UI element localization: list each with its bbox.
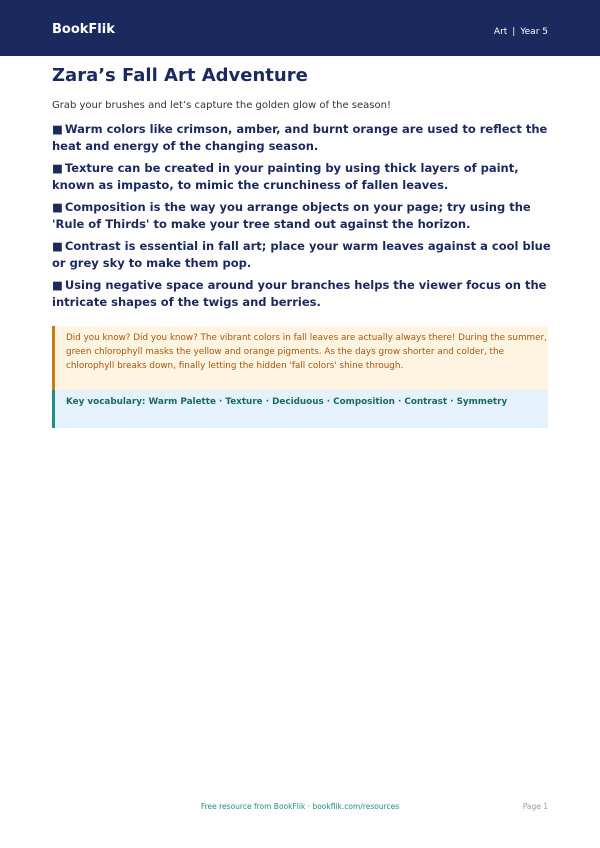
- did-you-know-callout: [52, 326, 548, 390]
- list-item-text: Texture can be created in your painting by using thick layers of paint, known as impasto, to mimic the crunchiness of fallen leaves.: [52, 161, 519, 192]
- subject-label: Art: [493, 27, 508, 37]
- square-bullet-icon: ■: [52, 122, 63, 136]
- list-item-text: Warm colors like crimson, amber, and burnt orange are used to reflect the heat and energy of the changing season.: [52, 122, 548, 153]
- intro-text: Grab your brushes and let’s capture the golden glow of the season!: [52, 100, 391, 111]
- list-item: [52, 238, 552, 272]
- key-points-list: [52, 121, 552, 316]
- list-item: [52, 160, 552, 194]
- square-bullet-icon: ■: [52, 239, 63, 253]
- top-header-bar: [0, 0, 600, 56]
- footer-resource-link[interactable]: Free resource from BookFlik · bookflik.com/resources: [200, 802, 400, 811]
- list-item-text: Composition is the way you arrange objects on your page; try using the 'Rule of Thirds' to make your tree stand out against the horizon.: [52, 200, 531, 231]
- square-bullet-icon: ■: [52, 161, 63, 175]
- square-bullet-icon: ■: [52, 200, 63, 214]
- meta-separator: |: [512, 27, 516, 37]
- list-item-text: Contrast is essential in fall art; place your warm leaves against a cool blue or grey sky to make them pop.: [52, 239, 551, 270]
- page-number: Page 1: [522, 802, 548, 811]
- square-bullet-icon: ■: [52, 278, 63, 292]
- list-item: [52, 121, 552, 155]
- header-meta: [494, 26, 548, 38]
- year-label: Year 5: [520, 27, 548, 37]
- brand-logo-text[interactable]: BookFlik: [52, 22, 115, 37]
- list-item-text: Using negative space around your branches helps the viewer focus on the intricate shapes of the twigs and berries.: [52, 278, 547, 309]
- vocabulary-text: Key vocabulary: Warm Palette · Texture · Deciduous · Composition · Contrast · Symmetry: [66, 397, 508, 407]
- list-item: [52, 277, 552, 311]
- callout-text: Did you know? Did you know? The vibrant colors in fall leaves are actually always there! During the summer, green chlorophyll masks the yellow and orange pigments. As the days grow shorter and colder, the chlorophyll breaks down, finally letting the hidden 'fall colors' shine through.: [66, 333, 547, 371]
- page-title: Zara’s Fall Art Adventure: [52, 65, 308, 86]
- list-item: [52, 199, 552, 233]
- key-vocabulary-box: [52, 390, 548, 428]
